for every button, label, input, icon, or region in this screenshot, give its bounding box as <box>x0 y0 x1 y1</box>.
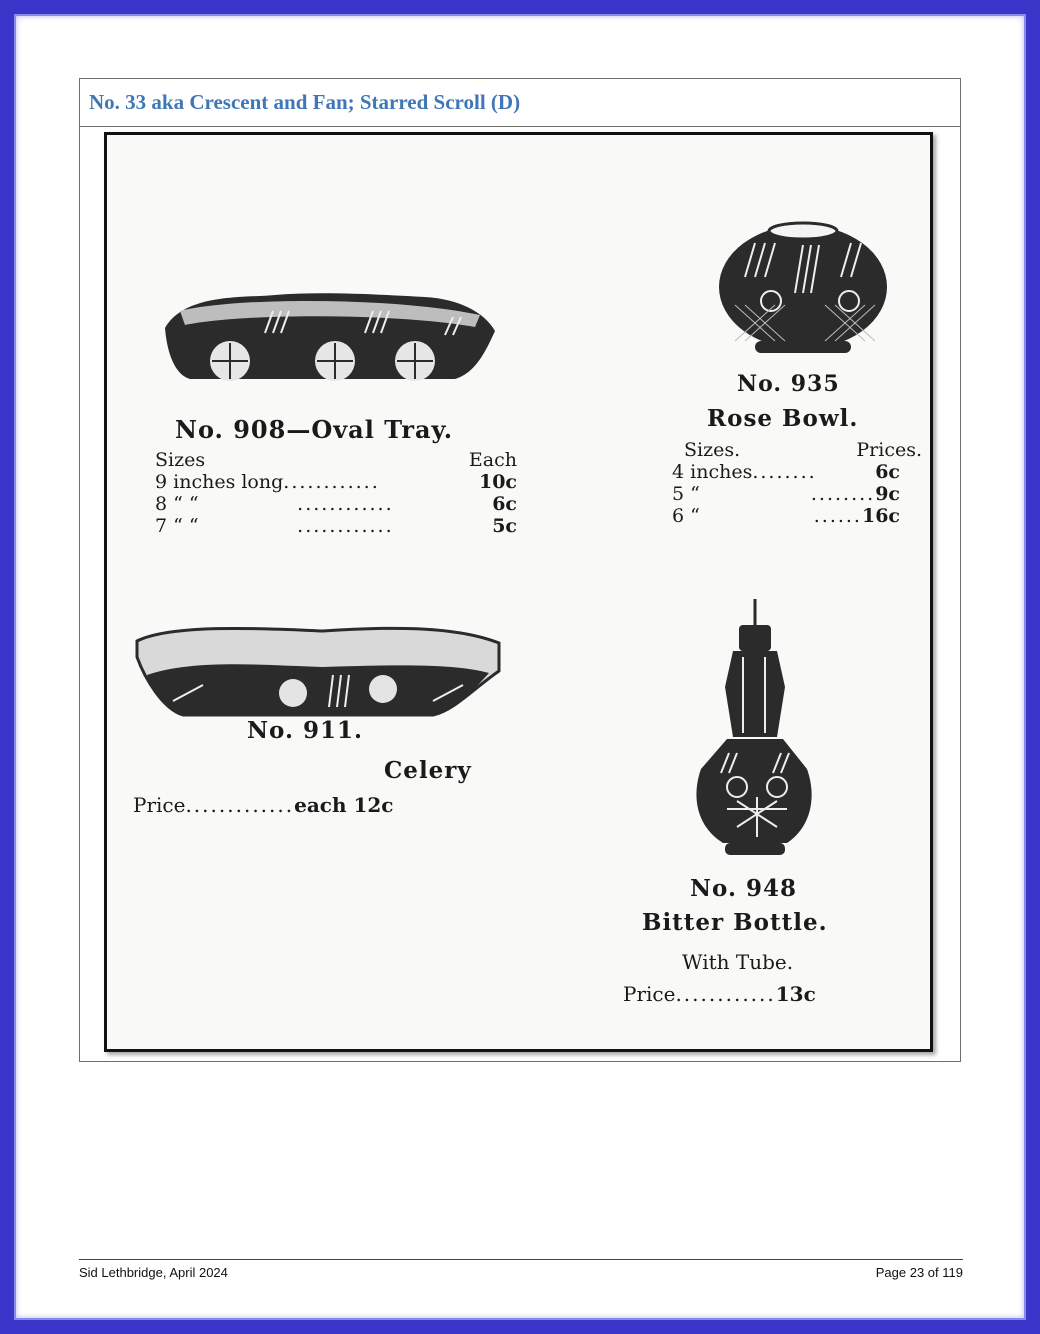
celery-price: each 12c <box>294 793 394 817</box>
tray-price: 6c <box>492 493 517 515</box>
rose-bowl-dots: ...... <box>813 505 862 527</box>
rose-bowl-row <box>672 505 922 527</box>
catalog-scan <box>104 132 933 1052</box>
heading-row <box>80 79 960 127</box>
celery-dots: ............. <box>185 793 295 817</box>
rose-bowl-size: 4 inches <box>672 461 753 483</box>
rose-bowl-price: 9c <box>875 483 900 505</box>
celery-price-label: Price <box>133 793 186 817</box>
tray-size: 9 inches long <box>155 471 284 493</box>
tray-price: 5c <box>492 515 517 537</box>
tray-price: 10c <box>478 471 517 493</box>
rose-bowl-dots: ........ <box>810 483 876 505</box>
bitter-bottle-name: Bitter Bottle. <box>642 909 828 936</box>
bitter-bottle-illustration <box>667 597 817 865</box>
rose-bowl-number: No. 935 <box>737 371 840 397</box>
pattern-section <box>79 78 961 1062</box>
tray-title: No. 908—Oval Tray. <box>175 415 454 444</box>
bitter-bottle-price: 13c <box>775 982 816 1006</box>
tray-row <box>155 515 517 537</box>
rose-bowl-row <box>672 461 922 483</box>
tray-col-sizes: Sizes <box>155 449 206 471</box>
rose-bowl-row <box>672 483 922 505</box>
rose-bowl-size: 6 “ <box>672 505 700 527</box>
footer-author: Sid Lethbridge, April 2024 <box>79 1265 228 1280</box>
rose-bowl-col-prices: Prices. <box>856 439 922 461</box>
page-footer <box>79 1259 963 1280</box>
rose-bowl-illustration <box>715 215 891 355</box>
tray-price-table <box>155 449 517 537</box>
celery-name: Celery <box>384 757 472 784</box>
footer-page-number: Page 23 of 119 <box>875 1265 963 1280</box>
oval-tray-illustration <box>155 283 500 383</box>
rose-bowl-price: 6c <box>875 461 900 483</box>
tray-dots: ............ <box>297 493 394 515</box>
rose-bowl-col-sizes: Sizes. <box>684 439 741 461</box>
tray-dots: ............ <box>297 515 394 537</box>
bitter-bottle-number: No. 948 <box>690 875 797 902</box>
rose-bowl-dots: ........ <box>752 461 817 483</box>
tray-row <box>155 493 517 515</box>
celery-number: No. 911. <box>247 717 363 744</box>
tray-size: 8 “ “ <box>155 493 199 515</box>
celery-illustration <box>133 619 503 719</box>
bitter-bottle-price-line <box>623 982 816 1006</box>
section-heading: No. 33 aka Crescent and Fan; Starred Scroll (D) <box>89 90 521 114</box>
rose-bowl-size: 5 “ <box>672 483 700 505</box>
tray-size: 7 “ “ <box>155 515 199 537</box>
bitter-bottle-price-label: Price <box>623 982 676 1006</box>
tray-col-each: Each <box>468 449 517 471</box>
bitter-bottle-dots: ............ <box>675 982 776 1006</box>
rose-bowl-price-table <box>672 439 922 527</box>
bitter-bottle-note: With Tube. <box>682 950 794 974</box>
rose-bowl-price: 16c <box>861 505 900 527</box>
tray-row <box>155 471 517 493</box>
rose-bowl-name: Rose Bowl. <box>707 405 859 432</box>
celery-price-line <box>133 793 393 817</box>
tray-dots: ............ <box>283 471 380 493</box>
